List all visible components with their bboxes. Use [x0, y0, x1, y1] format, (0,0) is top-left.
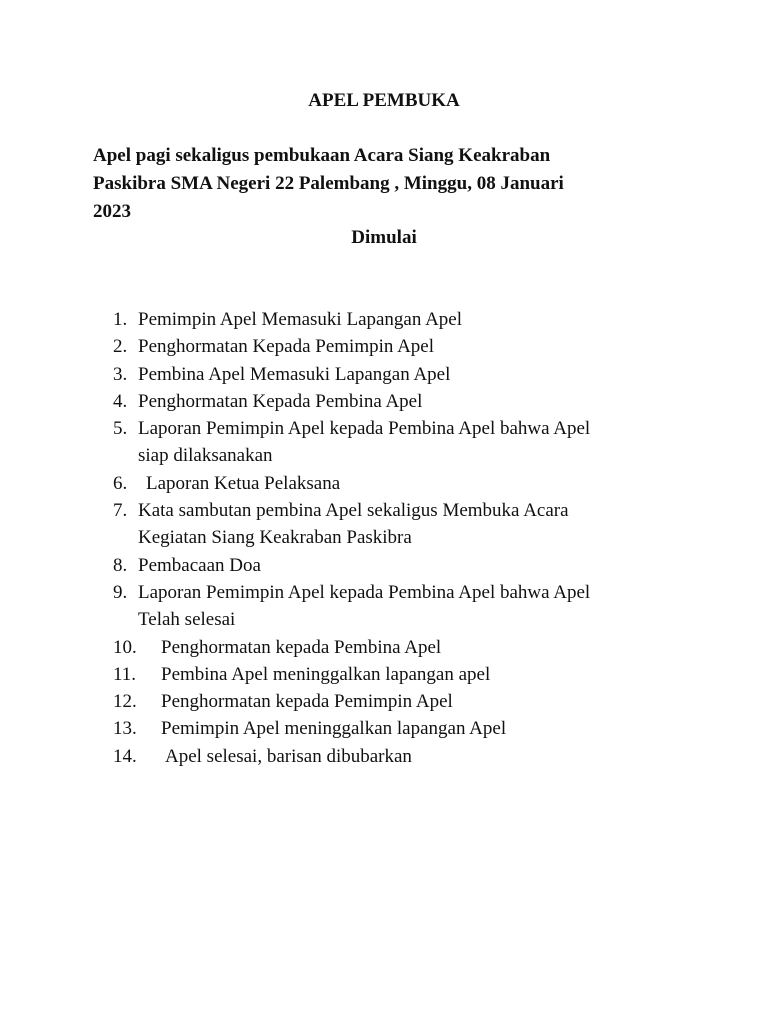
- agenda-item: [113, 552, 713, 579]
- intro-line: 2023: [93, 201, 131, 222]
- agenda-item-text-continued: Kegiatan Siang Keakraban Paskibra: [138, 527, 412, 549]
- agenda-item-text: Apel selesai, barisan dibubarkan: [165, 745, 412, 767]
- agenda-item-text: Pembina Apel meninggalkan lapangan apel: [161, 663, 491, 685]
- agenda-item-text: Penghormatan Kepada Pemimpin Apel: [138, 336, 435, 358]
- agenda-item-number: 8.: [113, 554, 128, 576]
- agenda-item-text: Penghormatan Kepada Pembina Apel: [138, 390, 423, 412]
- agenda-item-number: 9.: [113, 581, 128, 603]
- agenda-item: [113, 388, 713, 415]
- agenda-item: [113, 306, 713, 333]
- agenda-item-number: 7.: [113, 500, 128, 522]
- agenda-item: [113, 333, 713, 360]
- agenda-item: [113, 661, 713, 688]
- agenda-item-text: Kata sambutan pembina Apel sekaligus Membuka Acara: [138, 500, 569, 522]
- agenda-item-text-continued: Telah selesai: [138, 609, 236, 631]
- agenda-item-number: 6.: [113, 472, 128, 494]
- agenda-item: [113, 743, 713, 770]
- agenda-item-number: 13.: [113, 718, 137, 740]
- agenda-item-text: Pembina Apel Memasuki Lapangan Apel: [138, 363, 451, 385]
- agenda-item: [113, 715, 713, 742]
- intro-line: Apel pagi sekaligus pembukaan Acara Siang Keakraban: [93, 145, 551, 166]
- agenda-item-text: Laporan Pemimpin Apel kepada Pembina Apel bahwa Apel: [138, 418, 591, 440]
- intro-line: Paskibra SMA Negeri 22 Palembang , Minggu, 08 Januari: [93, 173, 564, 194]
- agenda-item-text: Penghormatan kepada Pemimpin Apel: [161, 691, 453, 713]
- agenda-item-number: 14.: [113, 745, 137, 767]
- start-label: Dimulai: [351, 227, 417, 248]
- agenda-item-number: 12.: [113, 691, 137, 713]
- agenda-list: [113, 306, 713, 770]
- agenda-item-text: Laporan Pemimpin Apel kepada Pembina Apel bahwa Apel: [138, 581, 591, 603]
- agenda-item-number: 4.: [113, 390, 128, 412]
- agenda-item-number: 5.: [113, 418, 128, 440]
- agenda-item-text: Pembacaan Doa: [138, 554, 261, 576]
- agenda-item: [113, 634, 713, 661]
- agenda-item: [113, 688, 713, 715]
- agenda-item-text-continued: siap dilaksanakan: [138, 445, 273, 467]
- agenda-item-text: Pemimpin Apel Memasuki Lapangan Apel: [138, 309, 463, 330]
- agenda-item: [113, 361, 713, 388]
- agenda-item-number: 3.: [113, 363, 128, 385]
- agenda-item-text: Pemimpin Apel meninggalkan lapangan Apel: [161, 718, 507, 740]
- document-title: APEL PEMBUKA: [308, 90, 460, 111]
- agenda-item: [113, 579, 713, 634]
- agenda-item-number: 11.: [113, 663, 137, 685]
- agenda-item-number: 10.: [113, 636, 137, 658]
- agenda-item: [113, 497, 713, 552]
- agenda-item: [113, 415, 713, 470]
- agenda-item-text: Penghormatan kepada Pembina Apel: [161, 636, 442, 658]
- intro-paragraph: [93, 142, 693, 226]
- agenda-item-number: 2.: [113, 336, 128, 358]
- agenda-item-text: Laporan Ketua Pelaksana: [146, 472, 341, 494]
- agenda-item: [113, 470, 713, 497]
- agenda-item-number: 1.: [113, 309, 128, 330]
